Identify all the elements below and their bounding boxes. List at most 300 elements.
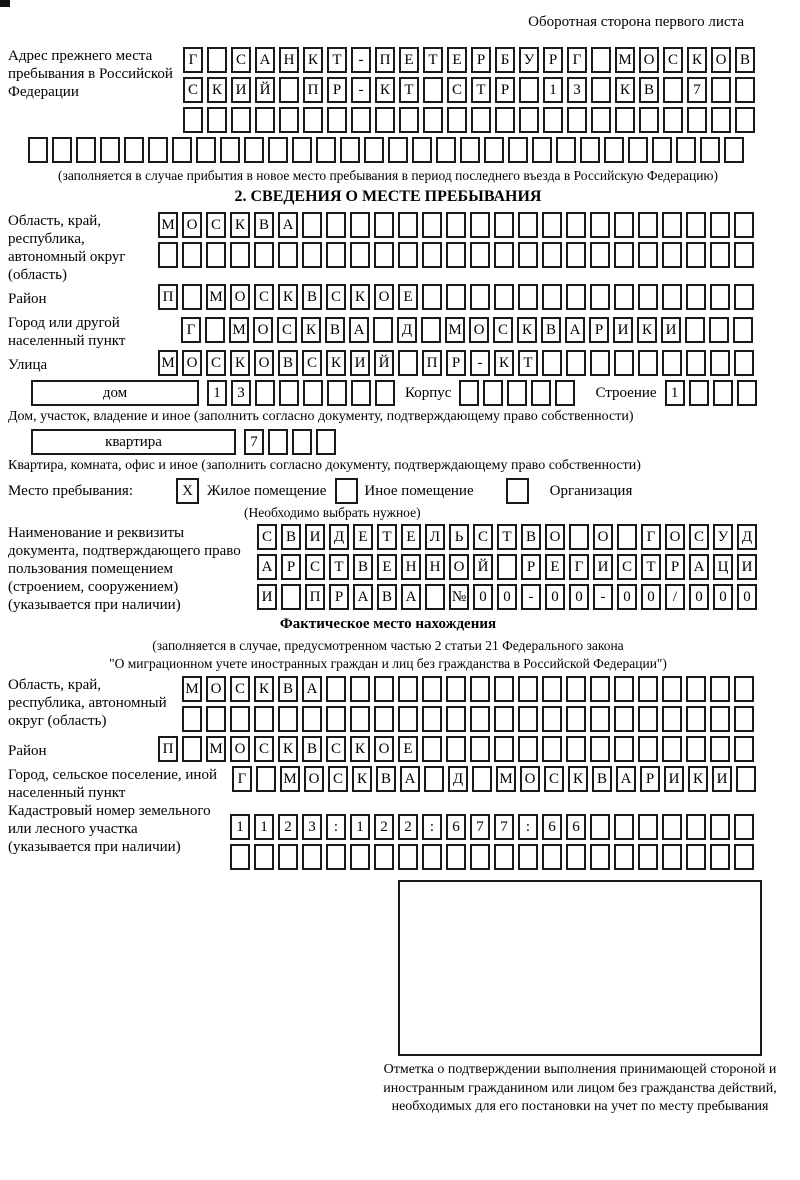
char-cell[interactable] [662,736,682,762]
char-cell[interactable]: В [254,212,274,238]
char-cell[interactable] [148,137,168,163]
char-cell[interactable]: Ь [449,524,469,550]
char-cell[interactable]: В [521,524,541,550]
char-cell[interactable] [543,107,563,133]
char-cell[interactable] [566,736,586,762]
char-cell[interactable] [542,844,562,870]
char-cell[interactable]: 0 [545,584,565,610]
char-cell[interactable]: К [278,736,298,762]
char-cell[interactable]: Р [281,554,301,580]
char-cell[interactable] [614,212,634,238]
char-cell[interactable] [686,844,706,870]
char-cell[interactable]: К [352,766,372,792]
char-cell[interactable] [591,77,611,103]
char-cell[interactable] [460,137,480,163]
char-cell[interactable]: Д [448,766,468,792]
char-cell[interactable] [399,107,419,133]
char-cell[interactable] [663,107,683,133]
char-cell[interactable]: О [374,736,394,762]
char-cell[interactable] [686,242,706,268]
char-cell[interactable] [254,242,274,268]
char-cell[interactable] [566,676,586,702]
char-cell[interactable] [230,844,250,870]
char-cell[interactable] [279,380,299,406]
char-cell[interactable]: Б [495,47,515,73]
char-cell[interactable] [662,212,682,238]
char-cell[interactable]: Т [423,47,443,73]
char-cell[interactable] [542,212,562,238]
char-cell[interactable]: - [521,584,541,610]
char-cell[interactable]: О [230,284,250,310]
char-cell[interactable]: 1 [543,77,563,103]
char-cell[interactable]: О [206,676,226,702]
char-cell[interactable]: К [637,317,657,343]
char-cell[interactable] [518,242,538,268]
char-cell[interactable] [398,242,418,268]
char-cell[interactable] [662,350,682,376]
char-cell[interactable] [638,284,658,310]
char-cell[interactable] [207,47,227,73]
char-cell[interactable] [628,137,648,163]
char-cell[interactable]: С [326,284,346,310]
char-cell[interactable] [423,107,443,133]
char-cell[interactable]: К [230,350,250,376]
char-cell[interactable] [422,736,442,762]
char-cell[interactable] [470,242,490,268]
char-cell[interactable] [734,844,754,870]
char-cell[interactable] [566,844,586,870]
char-cell[interactable] [591,47,611,73]
char-cell[interactable]: Г [232,766,252,792]
char-cell[interactable] [255,380,275,406]
char-cell[interactable]: 1 [254,814,274,840]
char-cell[interactable] [230,706,250,732]
char-cell[interactable]: С [617,554,637,580]
char-cell[interactable] [662,676,682,702]
char-cell[interactable] [351,107,371,133]
char-cell[interactable]: Е [545,554,565,580]
char-cell[interactable] [470,844,490,870]
char-cell[interactable] [590,844,610,870]
char-cell[interactable]: А [353,584,373,610]
char-cell[interactable]: М [206,736,226,762]
char-cell[interactable]: Р [665,554,685,580]
char-cell[interactable] [398,844,418,870]
char-cell[interactable]: С [277,317,297,343]
char-cell[interactable] [446,706,466,732]
char-cell[interactable] [206,242,226,268]
char-cell[interactable]: Р [521,554,541,580]
char-cell[interactable] [542,706,562,732]
char-cell[interactable]: Т [399,77,419,103]
char-cell[interactable] [268,429,288,455]
char-cell[interactable]: Е [399,47,419,73]
char-cell[interactable] [686,676,706,702]
char-cell[interactable] [425,584,445,610]
char-cell[interactable]: П [375,47,395,73]
char-cell[interactable]: 6 [566,814,586,840]
char-cell[interactable] [302,706,322,732]
char-cell[interactable] [494,736,514,762]
char-cell[interactable]: М [280,766,300,792]
char-cell[interactable]: С [230,676,250,702]
char-cell[interactable] [494,212,514,238]
char-cell[interactable]: Й [473,554,493,580]
char-cell[interactable] [604,137,624,163]
char-cell[interactable]: Р [640,766,660,792]
char-cell[interactable] [686,212,706,238]
char-cell[interactable] [580,137,600,163]
char-cell[interactable] [614,242,634,268]
char-cell[interactable] [689,380,709,406]
char-cell[interactable] [676,137,696,163]
char-cell[interactable] [424,766,444,792]
char-cell[interactable]: М [496,766,516,792]
char-cell[interactable] [436,137,456,163]
char-cell[interactable] [292,137,312,163]
char-cell[interactable]: О [545,524,565,550]
char-cell[interactable]: П [158,284,178,310]
char-cell[interactable] [207,107,227,133]
char-cell[interactable]: О [665,524,685,550]
char-cell[interactable] [710,212,730,238]
char-cell[interactable]: К [326,350,346,376]
char-cell[interactable]: К [568,766,588,792]
char-cell[interactable]: У [519,47,539,73]
char-cell[interactable]: К [687,47,707,73]
char-cell[interactable] [734,350,754,376]
char-cell[interactable] [710,242,730,268]
char-cell[interactable] [590,212,610,238]
char-cell[interactable] [364,137,384,163]
char-cell[interactable] [158,242,178,268]
char-cell[interactable]: И [257,584,277,610]
char-cell[interactable]: - [470,350,490,376]
char-cell[interactable]: К [517,317,537,343]
char-cell[interactable] [590,814,610,840]
char-cell[interactable] [326,676,346,702]
char-cell[interactable]: И [350,350,370,376]
char-cell[interactable] [470,736,490,762]
char-cell[interactable] [446,284,466,310]
char-cell[interactable] [422,706,442,732]
char-cell[interactable]: Й [255,77,275,103]
char-cell[interactable] [590,350,610,376]
char-cell[interactable]: И [593,554,613,580]
char-cell[interactable] [421,317,441,343]
char-cell[interactable]: О [182,350,202,376]
char-cell[interactable]: В [735,47,755,73]
char-cell[interactable] [555,380,575,406]
char-cell[interactable] [518,844,538,870]
char-cell[interactable]: П [422,350,442,376]
char-cell[interactable]: Е [398,736,418,762]
char-cell[interactable] [494,242,514,268]
char-cell[interactable]: К [303,47,323,73]
char-cell[interactable]: И [712,766,732,792]
char-cell[interactable]: К [375,77,395,103]
char-cell[interactable]: Д [397,317,417,343]
char-cell[interactable]: 0 [617,584,637,610]
char-cell[interactable] [590,736,610,762]
char-cell[interactable]: С [473,524,493,550]
char-cell[interactable]: С [544,766,564,792]
char-cell[interactable]: О [469,317,489,343]
char-cell[interactable]: Д [737,524,757,550]
char-cell[interactable]: : [422,814,442,840]
char-cell[interactable] [710,284,730,310]
char-cell[interactable]: А [689,554,709,580]
char-cell[interactable] [422,212,442,238]
char-cell[interactable] [374,706,394,732]
char-cell[interactable]: А [616,766,636,792]
char-cell[interactable]: Е [353,524,373,550]
char-cell[interactable]: М [158,350,178,376]
char-cell[interactable]: М [229,317,249,343]
char-cell[interactable] [244,137,264,163]
char-cell[interactable] [532,137,552,163]
char-cell[interactable]: К [350,736,370,762]
char-cell[interactable]: 6 [542,814,562,840]
char-cell[interactable]: С [328,766,348,792]
char-cell[interactable]: 7 [494,814,514,840]
char-cell[interactable] [484,137,504,163]
char-cell[interactable]: 2 [374,814,394,840]
char-cell[interactable]: А [257,554,277,580]
char-cell[interactable] [614,844,634,870]
char-cell[interactable] [254,844,274,870]
char-cell[interactable]: К [207,77,227,103]
char-cell[interactable] [638,706,658,732]
char-cell[interactable] [470,284,490,310]
char-cell[interactable] [220,137,240,163]
char-cell[interactable]: Р [589,317,609,343]
char-cell[interactable]: В [302,736,322,762]
char-cell[interactable]: П [158,736,178,762]
char-cell[interactable] [711,77,731,103]
char-cell[interactable] [446,242,466,268]
char-cell[interactable]: 7 [244,429,264,455]
char-cell[interactable]: Р [327,77,347,103]
char-cell[interactable] [591,107,611,133]
char-cell[interactable] [268,137,288,163]
char-cell[interactable] [686,706,706,732]
char-cell[interactable] [302,844,322,870]
char-cell[interactable] [326,706,346,732]
char-cell[interactable] [542,242,562,268]
char-cell[interactable] [350,242,370,268]
char-cell[interactable] [638,814,658,840]
char-cell[interactable]: С [206,350,226,376]
char-cell[interactable] [28,137,48,163]
char-cell[interactable] [734,676,754,702]
char-cell[interactable] [472,766,492,792]
char-cell[interactable]: Г [567,47,587,73]
char-cell[interactable] [566,242,586,268]
char-cell[interactable] [614,736,634,762]
char-cell[interactable]: 1 [350,814,370,840]
char-cell[interactable] [711,107,731,133]
char-cell[interactable] [254,706,274,732]
char-cell[interactable] [519,77,539,103]
char-cell[interactable] [172,137,192,163]
char-cell[interactable] [686,736,706,762]
char-cell[interactable] [470,706,490,732]
char-cell[interactable]: С [231,47,251,73]
char-cell[interactable]: Р [446,350,466,376]
char-cell[interactable]: Г [641,524,661,550]
char-cell[interactable] [278,844,298,870]
char-cell[interactable] [734,814,754,840]
char-cell[interactable] [470,676,490,702]
char-cell[interactable]: С [663,47,683,73]
char-cell[interactable]: А [302,676,322,702]
char-cell[interactable]: 6 [446,814,466,840]
char-cell[interactable]: К [230,212,250,238]
char-cell[interactable]: Р [543,47,563,73]
char-cell[interactable] [278,242,298,268]
char-cell[interactable]: А [401,584,421,610]
char-cell[interactable]: Е [401,524,421,550]
char-cell[interactable]: В [592,766,612,792]
char-cell[interactable]: Т [641,554,661,580]
char-cell[interactable]: 3 [567,77,587,103]
char-cell[interactable]: О [253,317,273,343]
char-cell[interactable]: М [445,317,465,343]
char-cell[interactable] [326,212,346,238]
char-cell[interactable]: Т [497,524,517,550]
char-cell[interactable] [100,137,120,163]
char-cell[interactable]: - [593,584,613,610]
char-cell[interactable]: С [493,317,513,343]
char-cell[interactable] [518,706,538,732]
char-cell[interactable]: П [305,584,325,610]
char-cell[interactable] [566,706,586,732]
checkbox-residential[interactable]: X [176,478,199,504]
char-cell[interactable]: Т [377,524,397,550]
char-cell[interactable]: 0 [689,584,709,610]
char-cell[interactable] [422,676,442,702]
char-cell[interactable]: Р [495,77,515,103]
char-cell[interactable] [374,844,394,870]
char-cell[interactable]: В [639,77,659,103]
char-cell[interactable] [470,212,490,238]
char-cell[interactable]: Г [183,47,203,73]
char-cell[interactable] [350,706,370,732]
char-cell[interactable]: К [688,766,708,792]
char-cell[interactable] [566,284,586,310]
char-cell[interactable] [710,844,730,870]
char-cell[interactable] [734,212,754,238]
char-cell[interactable]: Л [425,524,445,550]
char-cell[interactable] [373,317,393,343]
char-cell[interactable] [412,137,432,163]
char-cell[interactable] [494,844,514,870]
char-cell[interactable] [508,137,528,163]
char-cell[interactable]: В [376,766,396,792]
char-cell[interactable] [617,524,637,550]
char-cell[interactable]: К [301,317,321,343]
char-cell[interactable]: О [711,47,731,73]
char-cell[interactable] [639,107,659,133]
char-cell[interactable] [518,676,538,702]
char-cell[interactable]: М [158,212,178,238]
char-cell[interactable]: В [278,350,298,376]
char-cell[interactable]: Т [471,77,491,103]
char-cell[interactable]: С [257,524,277,550]
char-cell[interactable] [471,107,491,133]
char-cell[interactable] [710,736,730,762]
char-cell[interactable] [556,137,576,163]
char-cell[interactable]: И [613,317,633,343]
char-cell[interactable] [483,380,503,406]
char-cell[interactable]: Е [377,554,397,580]
char-cell[interactable] [303,107,323,133]
char-cell[interactable] [590,242,610,268]
char-cell[interactable] [590,676,610,702]
char-cell[interactable] [518,284,538,310]
char-cell[interactable] [497,554,517,580]
char-cell[interactable]: Н [401,554,421,580]
char-cell[interactable] [614,814,634,840]
char-cell[interactable] [542,736,562,762]
char-cell[interactable]: О [639,47,659,73]
char-cell[interactable] [447,107,467,133]
char-cell[interactable] [724,137,744,163]
char-cell[interactable]: И [661,317,681,343]
char-cell[interactable]: О [374,284,394,310]
char-cell[interactable] [733,317,753,343]
char-cell[interactable]: С [305,554,325,580]
char-cell[interactable]: С [183,77,203,103]
char-cell[interactable] [302,242,322,268]
char-cell[interactable] [736,766,756,792]
char-cell[interactable] [398,212,418,238]
char-cell[interactable]: Т [327,47,347,73]
char-cell[interactable]: 1 [207,380,227,406]
char-cell[interactable]: 0 [569,584,589,610]
char-cell[interactable] [542,676,562,702]
char-cell[interactable] [398,706,418,732]
char-cell[interactable]: С [254,736,274,762]
char-cell[interactable] [662,814,682,840]
char-cell[interactable] [542,350,562,376]
char-cell[interactable] [182,284,202,310]
char-cell[interactable] [495,107,515,133]
char-cell[interactable]: А [349,317,369,343]
char-cell[interactable]: Р [471,47,491,73]
char-cell[interactable] [737,380,757,406]
char-cell[interactable]: - [351,77,371,103]
char-cell[interactable] [638,212,658,238]
char-cell[interactable] [662,284,682,310]
char-cell[interactable] [734,284,754,310]
checkbox-other-premises[interactable] [335,478,358,504]
char-cell[interactable]: С [254,284,274,310]
char-cell[interactable] [638,350,658,376]
char-cell[interactable]: Н [425,554,445,580]
char-cell[interactable]: И [664,766,684,792]
char-cell[interactable] [316,429,336,455]
char-cell[interactable] [196,137,216,163]
char-cell[interactable] [710,706,730,732]
char-cell[interactable] [327,380,347,406]
char-cell[interactable]: 0 [713,584,733,610]
char-cell[interactable] [206,706,226,732]
char-cell[interactable]: П [303,77,323,103]
char-cell[interactable] [734,706,754,732]
char-cell[interactable]: М [615,47,635,73]
